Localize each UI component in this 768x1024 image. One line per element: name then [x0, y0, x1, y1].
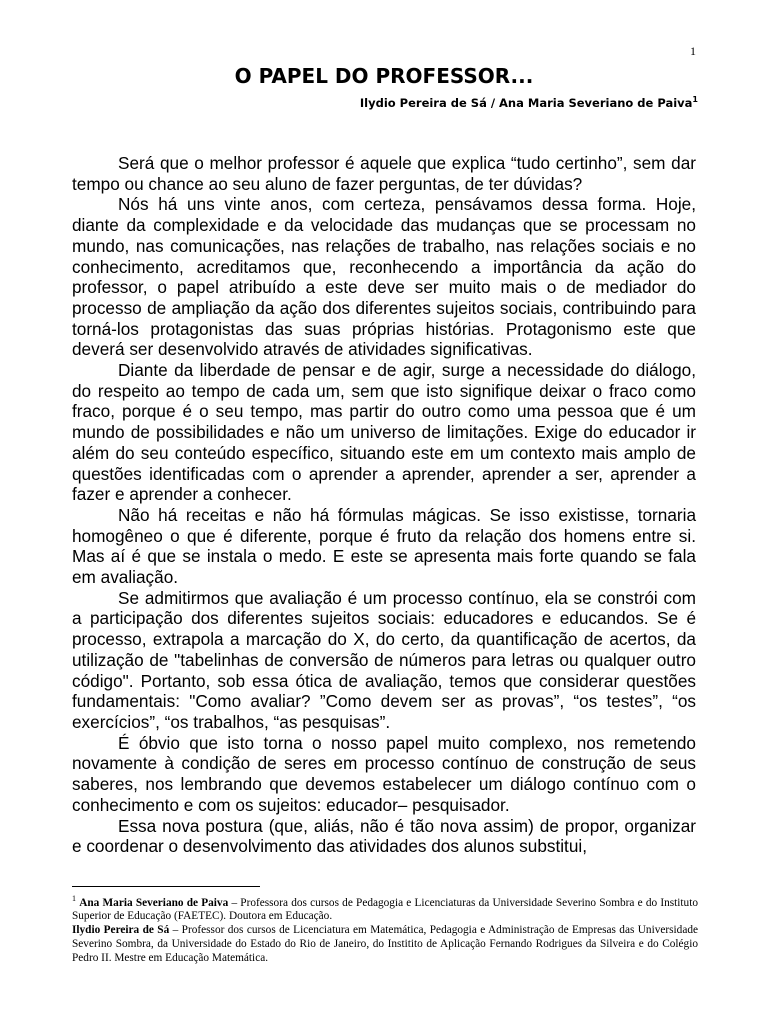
body-text [72, 153, 696, 857]
author-line [360, 95, 698, 110]
footnote-2 [72, 924, 698, 965]
paragraph: Será que o melhor professor é aquele que explica “tudo certinho”, sem dar tempo ou chance ao seu aluno de fazer perguntas, de ter dúvidas? [72, 153, 696, 194]
paragraph: Não há receitas e não há fórmulas mágicas. Se isso existisse, tornaria homogêneo o que é diferente, porque é fruto da relação dos homens entre si. Mas aí é que se instala o medo. E este se apresenta mais forte quando se fala em avaliação. [72, 504, 696, 588]
footnote-marker: 1 [72, 894, 76, 903]
footnote-author-name: Ana Maria Severiano de Paiva [79, 896, 229, 909]
paragraph: Se admitirmos que avaliação é um processo contínuo, ela se constrói com a participação dos diferentes sujeitos sociais: educadores e educandos. Se é processo, extrapola a marcação do X, do certo, da quantificação de acertos, da utilização de "tabelinhas de conversão de números para letras ou qualquer outro código". Portanto, sob essa ótica de avaliação, temos que considerar questões fundamentais: "Como avaliar? ”Como devem ser as provas”, “os testes”, “os exercícios”, “os trabalhos, “as pesquisas”. [72, 587, 696, 732]
footnotes [72, 892, 698, 965]
paragraph: Nós há uns vinte anos, com certeza, pensávamos dessa forma. Hoje, diante da complexidade e da velocidade das mudanças que se processam no mundo, nas comunicações, nas relações de trabalho, nas relações sociais e no conhecimento, acreditamos que, reconhecendo a importância da ação do professor, o papel atribuído a este deve ser muito mais o de mediador do processo de ampliação da ação dos diferentes sujeitos sociais, contribuindo para torná-los protagonistas das suas próprias histórias. Protagonismo este que deverá ser desenvolvido através de atividades significativas. [72, 194, 696, 360]
page-number: 1 [690, 44, 696, 58]
author-names: Ilydio Pereira de Sá / Ana Maria Severiano de Paiva [359, 95, 693, 110]
footnote-1 [72, 892, 698, 924]
paragraph: É óbvio que isto torna o nosso papel muito complexo, nos remetendo novamente à condição de seres em processo contínuo de construção de seus saberes, nos lembrando que devemos estabelecer um diálogo contínuo com o conhecimento e com os sujeitos: educador– pesquisador. [72, 732, 696, 815]
footnote-author-name: Ilydio Pereira de Sá [72, 924, 170, 937]
paragraph: Essa nova postura (que, aliás, não é tão nova assim) de propor, organizar e coordenar o desenvolvimento das atividades dos alunos substitui, [72, 815, 696, 857]
author-footnote-marker: 1 [692, 95, 698, 104]
paragraph: Diante da liberdade de pensar e de agir, surge a necessidade do diálogo, do respeito ao tempo de cada um, sem que isto signifique deixar o fraco como fraco, porque é o seu tempo, mas partir do outro como uma pessoa que é um mundo de possibilidades e não um universo de limitações. Exige do educador ir além do seu conteúdo específico, situando este em um contexto mais amplo de questões identificadas com o aprender a aprender, aprender a ser, aprender a fazer e aprender a conhecer. [72, 360, 696, 505]
footnote-author-bio: – Professor dos cursos de Licenciatura em Matemática, Pedagogia e Administração de Empresas das Universidade Severino Sombra, da Universidade do Estado do Rio de Janeiro, do Institito de Aplicação Fernando Rodrigues da Silveira e do Colégio Pedro II. Mestre em Educação Matemática. [72, 924, 699, 964]
footnote-author-bio: – Professora dos cursos de Pedagogia e Licenciaturas da Universidade Severino Sombra e do Instituto Superior de Educação (FAETEC). Doutora em Educação. [72, 896, 698, 923]
footnote-divider [72, 886, 260, 887]
document-title: O PAPEL DO PROFESSOR... [234, 64, 534, 88]
